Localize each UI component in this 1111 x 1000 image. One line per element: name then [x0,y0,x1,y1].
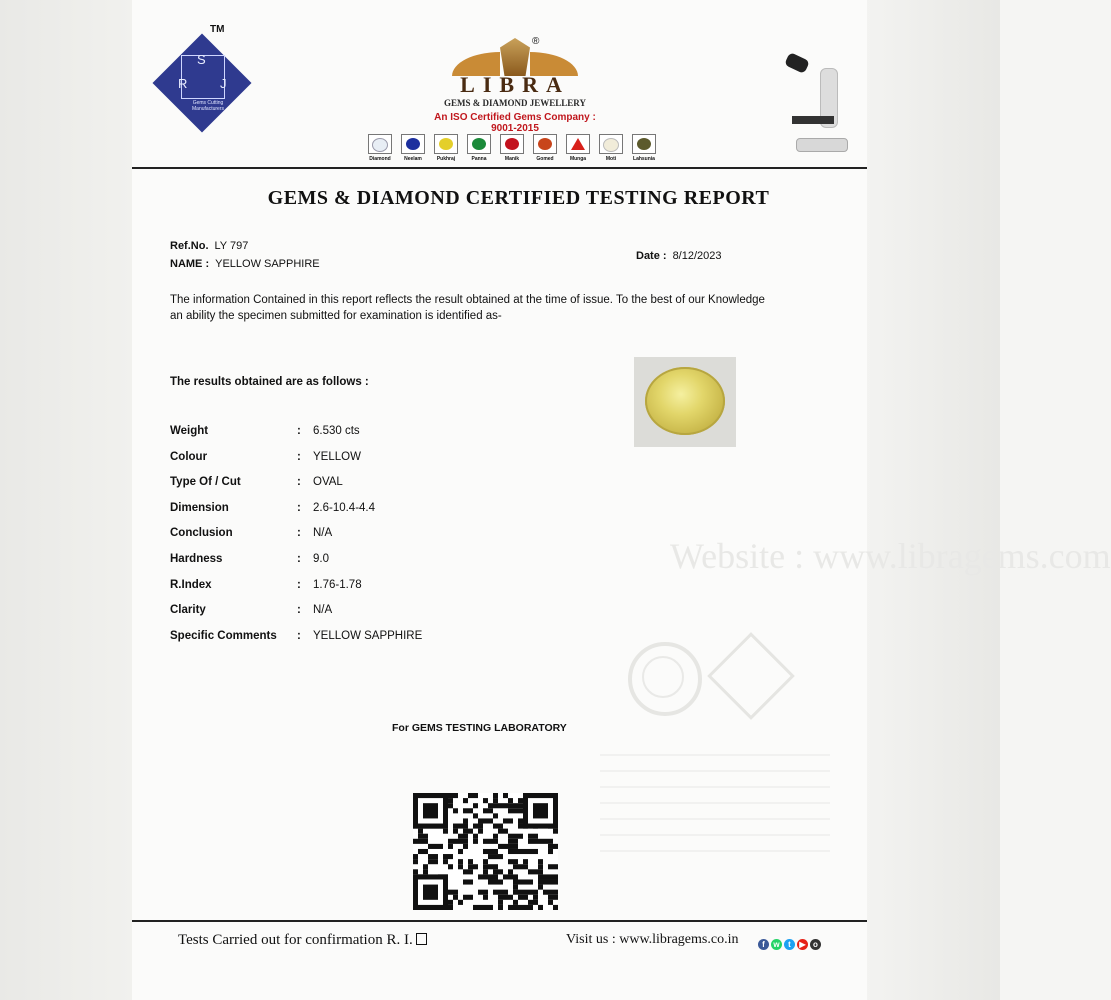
gem-moti: Moti [596,134,626,162]
gem-pukhraj: Pukhraj [431,134,461,162]
footer-visit-link[interactable]: Visit us : www.libragems.co.in [566,932,739,947]
srj-letter-j: J [220,76,227,91]
srj-letter-s: S [197,52,206,67]
gem-neelam: Neelam [398,134,428,162]
instagram-icon[interactable]: o [810,939,821,950]
yellow-sapphire-image [645,367,725,435]
whatsapp-icon[interactable]: w [771,939,782,950]
intro-paragraph: The information Contained in this report reflects the result obtained at the time of issue. To the best of our Knowledge an ability the specimen submitted for examination is identified as- [170,294,765,322]
registered-mark: ® [532,36,540,47]
header-divider [132,167,867,169]
lahsunia-icon [637,138,651,150]
ref-number: Ref.No. LY 797 [170,240,249,252]
gem-diamond: Diamond [365,134,395,162]
microscope-icon [786,56,848,154]
youtube-icon[interactable]: ▶ [797,939,808,950]
gomed-icon [538,138,552,150]
panna-icon [472,138,486,150]
munga-icon [571,138,585,150]
gem-gomed: Gomed [530,134,560,162]
gem-munga: Munga [563,134,593,162]
results-heading: The results obtained are as follows : [170,376,369,388]
social-icons [758,934,823,948]
checkbox-icon [416,933,427,945]
gem-lahsunia: Lahsunia [629,134,659,162]
watermark-seal [628,642,702,716]
srj-subtitle: Gems Cutting Manufacturers [192,100,224,112]
gem-manik: Manik [497,134,527,162]
brand-subtitle: GEMS & DIAMOND JEWELLERY [444,98,586,108]
neelam-icon [406,138,420,150]
lab-signature-label: For GEMS TESTING LABORATORY [392,722,567,734]
moti-icon [603,138,619,152]
watermark-address-lines [600,740,830,860]
pukhraj-icon [439,138,453,150]
manik-icon [505,138,519,150]
background-right [865,0,1000,1000]
iso-tagline: An ISO Certified Gems Company : 9001-2015 [434,112,596,134]
brand-name: LIBRA [460,72,570,97]
report-date: Date : 8/12/2023 [636,250,722,262]
diamond-icon [372,138,388,152]
watermark-website: Website : www.libragems.com [670,536,1111,576]
footer-tests-note: Tests Carried out for confirmation R. I. [178,932,427,949]
specimen-name: NAME : YELLOW SAPPHIRE [170,258,320,270]
srj-letter-r: R [178,76,188,91]
qr-code[interactable] [413,793,558,910]
footer-divider [132,920,867,922]
gem-panna: Panna [464,134,494,162]
background-left [0,0,132,1000]
srj-trademark: TM [210,24,225,35]
facebook-icon[interactable]: f [758,939,769,950]
twitter-icon[interactable]: t [784,939,795,950]
report-title: GEMS & DIAMOND CERTIFIED TESTING REPORT [267,187,770,209]
